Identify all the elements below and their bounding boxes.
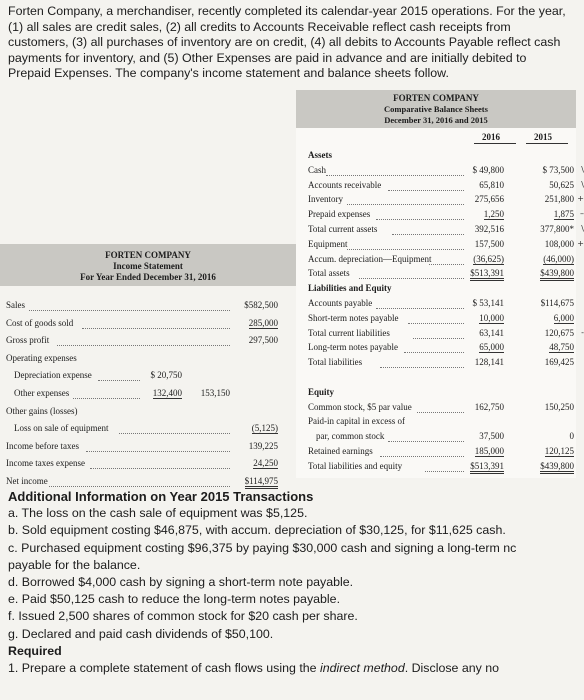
bs-year-rule bbox=[526, 143, 568, 144]
bs-value-2016: 63,141 bbox=[479, 327, 504, 338]
bs-value-2016: 65,000 bbox=[479, 342, 504, 353]
bs-row-label: Total liabilities and equity bbox=[308, 460, 403, 471]
bs-row bbox=[308, 357, 576, 369]
bs-row-label: Accounts payable bbox=[308, 298, 373, 308]
is-row-leader bbox=[119, 423, 231, 434]
bs-row bbox=[308, 283, 576, 295]
bs-row-label: Total liabilities bbox=[308, 357, 363, 368]
is-date: For Year Ended December 31, 2016 bbox=[80, 272, 216, 282]
bs-row-label: Common stock, $5 par value bbox=[308, 401, 412, 412]
is-row-label: Operating expenses bbox=[6, 352, 77, 363]
bs-row-leader bbox=[392, 224, 464, 235]
bs-row bbox=[308, 446, 576, 458]
bs-row bbox=[308, 179, 584, 192]
income-statement bbox=[0, 244, 296, 484]
bs-row-leader bbox=[359, 268, 464, 279]
bs-row-label: Equity bbox=[308, 386, 335, 397]
bs-row-label: Paid-in capital in excess of bbox=[308, 416, 405, 427]
bs-value-2015: 0 bbox=[569, 431, 574, 442]
additional-heading: Additional Information on Year 2015 Transactions bbox=[8, 489, 314, 504]
is-row-leader bbox=[86, 441, 230, 452]
bs-value-2015: 150,250 bbox=[544, 401, 574, 412]
is-row-label: Net income bbox=[6, 476, 48, 486]
bs-row-label: Total current liabilities bbox=[308, 327, 390, 338]
bs-value-2016: 275,656 bbox=[474, 194, 504, 205]
bs-row-label: Inventory bbox=[308, 194, 343, 205]
additional-item: a. The loss on the cash sale of equipment was $5,125. bbox=[8, 506, 308, 521]
bs-row-leader bbox=[417, 402, 464, 413]
bs-value-2015: 377,800* bbox=[540, 224, 574, 234]
bs-value-2015: 120,125 bbox=[544, 446, 574, 456]
is-row bbox=[6, 300, 292, 312]
bs-value-2016: $ 49,800 bbox=[472, 164, 504, 175]
is-row bbox=[6, 458, 292, 470]
is-company: FORTEN COMPANY bbox=[105, 250, 191, 260]
bs-row-label: Long-term notes payable bbox=[308, 342, 398, 353]
bs-value-2015: 1,875 bbox=[553, 209, 574, 220]
is-value-col3: 285,000 bbox=[248, 317, 278, 328]
is-row-label: Cost of goods sold bbox=[6, 317, 74, 328]
bs-row-label: Total assets bbox=[308, 268, 350, 279]
bs-row-label: Short-term notes payable bbox=[308, 312, 399, 323]
additional-item: c. Purchased equipment costing $96,375 by paying $30,000 cash and signing a long-term nc bbox=[8, 540, 517, 555]
is-row-label: Sales bbox=[6, 300, 25, 310]
handwritten-mark: - bbox=[581, 327, 584, 337]
bs-row-leader bbox=[413, 328, 465, 339]
bs-row bbox=[308, 268, 576, 280]
is-value-col1: 132,400 bbox=[152, 388, 182, 398]
is-row-label: Depreciation expense bbox=[14, 370, 92, 381]
bs-value-2016: 128,141 bbox=[474, 357, 504, 368]
bs-year-2015: 2015 bbox=[534, 132, 552, 142]
bs-row bbox=[308, 209, 584, 221]
bs-value-2016: 157,500 bbox=[474, 238, 504, 249]
bs-value-2016: 37,500 bbox=[479, 431, 504, 442]
bs-row-label: Retained earnings bbox=[308, 446, 373, 456]
handwritten-mark: + bbox=[577, 194, 584, 204]
bs-row-leader bbox=[404, 342, 464, 353]
bs-row-label: Prepaid expenses bbox=[308, 209, 371, 220]
bs-row-label: Assets bbox=[308, 150, 332, 160]
is-value-col3: 24,250 bbox=[253, 458, 278, 469]
additional-item: g. Declared and paid cash dividends of $50,100. bbox=[8, 626, 274, 641]
bs-row bbox=[308, 150, 576, 162]
bs-row-leader bbox=[388, 180, 464, 191]
is-row bbox=[6, 318, 292, 330]
bs-row bbox=[308, 164, 584, 177]
bs-value-2016: $513,391 bbox=[470, 268, 504, 281]
is-row bbox=[6, 335, 292, 347]
additional-information bbox=[8, 488, 577, 677]
bs-row-leader bbox=[388, 431, 464, 442]
is-row-leader bbox=[57, 335, 230, 346]
bs-value-2016: $513,391 bbox=[470, 461, 504, 474]
bs-value-2016: 10,000 bbox=[479, 312, 504, 323]
is-row-leader bbox=[82, 318, 230, 329]
bs-value-2015: 50,625 bbox=[549, 179, 574, 190]
bs-row bbox=[308, 342, 576, 354]
bs-value-2015: 48,750 bbox=[549, 342, 574, 353]
bs-value-2015: 251,800 bbox=[544, 194, 574, 205]
bs-row-leader bbox=[380, 446, 464, 457]
required-item-prefix: 1. Prepare a complete statement of cash flows using the bbox=[8, 661, 320, 676]
bs-row bbox=[308, 238, 584, 251]
is-row bbox=[6, 353, 292, 365]
is-row-label: Income before taxes bbox=[6, 440, 79, 451]
bs-row-leader bbox=[347, 194, 464, 205]
is-row bbox=[6, 476, 292, 488]
bs-value-2016: 392,516 bbox=[474, 224, 504, 234]
required-label: Required bbox=[8, 643, 62, 658]
is-row bbox=[6, 406, 292, 418]
additional-item: f. Issued 2,500 shares of common stock for $20 cash per share. bbox=[8, 609, 358, 624]
bs-row bbox=[308, 387, 576, 399]
bs-row-leader bbox=[408, 313, 464, 324]
is-value-col3: 297,500 bbox=[248, 335, 278, 346]
bs-value-2015: 6,000 bbox=[553, 312, 574, 323]
bs-value-2015: (46,000) bbox=[543, 253, 574, 264]
bs-row bbox=[308, 298, 576, 310]
problem-intro: Forten Company, a merchandiser, recently completed its calendar-year 2015 operations. For the year, (1) all sales are credit sales, (2) all credits to Accounts Receivable reflect cash receipts from customers, (3) all purchases of inventory are on credit, (4) all debits to Accounts Payable reflect cash payments for inventory, and (5) Other Expenses are paid in advance and are initially debited to Prepaid Expenses. The company's income statement and balance sheets follow. bbox=[8, 4, 566, 81]
bs-row bbox=[308, 313, 576, 325]
bs-row bbox=[308, 402, 576, 414]
handwritten-mark: \ bbox=[581, 179, 584, 189]
handwritten-mark: \ bbox=[581, 224, 584, 233]
bs-row-label: Equipment bbox=[308, 238, 348, 249]
is-row-leader bbox=[49, 476, 230, 487]
is-row bbox=[6, 370, 292, 382]
bs-row-leader bbox=[376, 209, 464, 220]
is-row-leader bbox=[29, 300, 231, 311]
is-row-label: Other gains (losses) bbox=[6, 405, 78, 416]
bs-title: Comparative Balance Sheets bbox=[384, 104, 488, 114]
is-row-leader bbox=[98, 370, 140, 381]
required-item-suffix: . Disclose any no bbox=[404, 661, 500, 676]
bs-date: December 31, 2016 and 2015 bbox=[384, 115, 488, 125]
bs-row bbox=[308, 254, 576, 266]
bs-value-2015: 169,425 bbox=[544, 357, 574, 368]
income-statement-header bbox=[0, 244, 296, 286]
is-row-leader bbox=[73, 388, 140, 399]
bs-value-2015: $439,800 bbox=[540, 461, 574, 474]
bs-value-2016: (36,625) bbox=[473, 253, 504, 264]
is-row-label: Gross profit bbox=[6, 335, 50, 346]
additional-items bbox=[8, 505, 577, 643]
bs-row-leader bbox=[380, 357, 464, 368]
required-item bbox=[8, 660, 577, 677]
is-value-col3: $582,500 bbox=[244, 300, 278, 310]
bs-row-label: Cash bbox=[308, 164, 326, 175]
bs-value-2016: 162,750 bbox=[474, 401, 504, 412]
bs-value-2016: 65,810 bbox=[479, 179, 504, 190]
bs-company: FORTEN COMPANY bbox=[393, 93, 479, 103]
is-title: Income Statement bbox=[113, 261, 183, 271]
is-row-label: Other expenses bbox=[14, 388, 70, 398]
is-row bbox=[6, 388, 292, 400]
bs-row-label: Accum. depreciation—Equipment bbox=[308, 253, 432, 264]
bs-row-label: Total current assets bbox=[308, 224, 378, 234]
bs-row bbox=[308, 327, 584, 340]
additional-item: e. Paid $50,125 cash to reduce the long-term notes payable. bbox=[8, 592, 341, 607]
handwritten-mark: – bbox=[580, 209, 584, 219]
bs-row-leader bbox=[326, 165, 464, 176]
is-value-col3: 139,225 bbox=[248, 440, 278, 451]
bs-row-label: par, common stock bbox=[316, 431, 385, 442]
balance-sheet bbox=[296, 90, 584, 478]
is-value-col2: 153,150 bbox=[200, 388, 230, 398]
bs-value-2015: $114,675 bbox=[540, 298, 574, 308]
bs-value-2015: $439,800 bbox=[540, 268, 574, 281]
is-value-col1: $ 20,750 bbox=[150, 370, 182, 381]
is-row-label: Income taxes expense bbox=[6, 458, 85, 469]
bs-year-2016: 2016 bbox=[482, 132, 500, 142]
is-row-leader bbox=[90, 458, 230, 469]
bs-row-leader bbox=[347, 239, 464, 250]
bs-row-leader bbox=[425, 461, 464, 472]
handwritten-mark: + bbox=[577, 238, 584, 248]
bs-year-rule bbox=[474, 143, 516, 144]
bs-row-label: Liabilities and Equity bbox=[308, 283, 392, 294]
bs-value-2015: 120,675 bbox=[544, 327, 574, 338]
bs-row bbox=[308, 224, 584, 236]
is-row bbox=[6, 441, 292, 453]
balance-sheet-header bbox=[296, 90, 576, 128]
handwritten-mark: \ bbox=[581, 164, 584, 174]
is-value-col3: $114,975 bbox=[245, 476, 278, 489]
bs-row bbox=[308, 416, 576, 428]
is-value-col3: (5,125) bbox=[251, 423, 278, 434]
bs-row bbox=[308, 194, 584, 206]
bs-row-leader bbox=[376, 298, 464, 309]
additional-item: d. Borrowed $4,000 cash by signing a short-term note payable. bbox=[8, 575, 354, 590]
bs-row-leader bbox=[429, 254, 464, 265]
bs-value-2015: 108,000 bbox=[544, 238, 574, 249]
bs-row bbox=[308, 431, 576, 443]
bs-row bbox=[308, 372, 576, 384]
is-row bbox=[6, 423, 292, 435]
bs-value-2016: 1,250 bbox=[483, 209, 504, 220]
additional-item: payable for the balance. bbox=[8, 557, 141, 572]
bs-value-2015: $ 73,500 bbox=[542, 164, 574, 175]
bs-value-2016: 185,000 bbox=[474, 446, 504, 456]
bs-row bbox=[308, 461, 576, 473]
bs-row-label: Accounts receivable bbox=[308, 179, 382, 190]
is-row-label: Loss on sale of equipment bbox=[14, 423, 109, 434]
required-item-emphasis: indirect method bbox=[320, 661, 405, 676]
bs-value-2016: $ 53,141 bbox=[472, 298, 504, 308]
additional-item: b. Sold equipment costing $46,875, with accum. depreciation of $30,125, for $11,625 cash. bbox=[8, 523, 506, 538]
